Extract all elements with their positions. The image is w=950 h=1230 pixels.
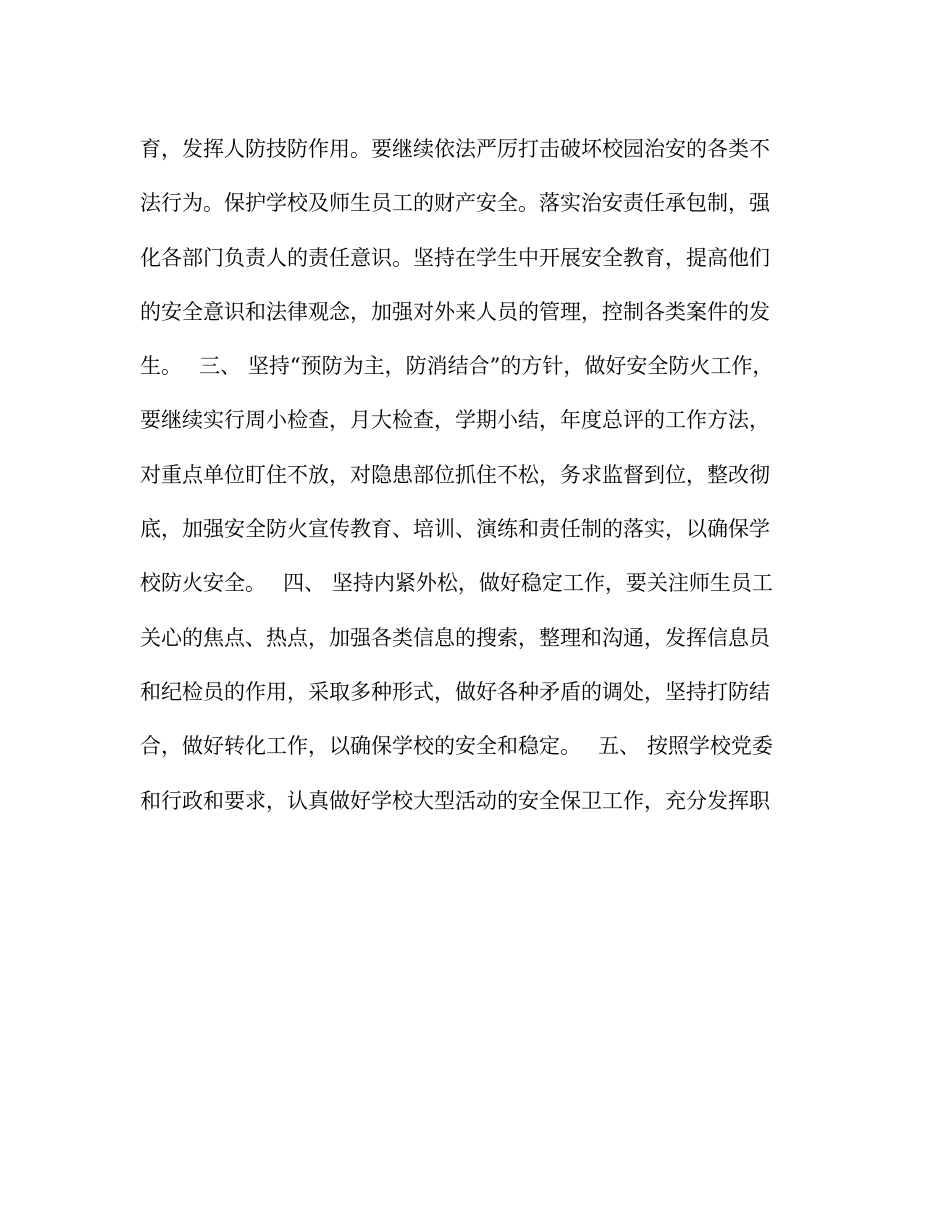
text-line: 要继续实行周小检查，月大检查，学期小结，年度总评的工作方法， [140,408,770,433]
text-line: 化各部门负责人的责任意识。坚持在学生中开展安全教育，提高他们 [140,245,770,270]
text-line: 育，发挥人防技防作用。要继续依法严厉打击破坏校园治安的各类不 [140,137,770,161]
text-line: 关心的焦点、热点，加强各类信息的搜索，整理和沟通，发挥信息员 [140,625,770,650]
text-line: 合，做好转化工作，以确保学校的安全和稳定。 五、 按照学校党委 [140,734,773,759]
text-line: 对重点单位盯住不放，对隐患部位抓住不松，务求监督到位，整改彻 [140,462,770,487]
text-line: 和纪检员的作用，采取多种形式，做好各种矛盾的调处，坚持打防结 [140,679,770,704]
text-line: 校防火安全。 四、 坚持内紧外松，做好稳定工作，要关注师生员工 [140,571,773,596]
text-line: 和行政和要求，认真做好学校大型活动的安全保卫工作，充分发挥职 [140,788,770,813]
body-text [140,122,820,828]
text-line: 法行为。保护学校及师生员工的财产安全。落实治安责任承包制，强 [140,191,770,216]
text-line: 生。 三、 坚持“预防为主，防消结合”的方针，做好安全防火工作， [140,354,774,379]
text-line: 的安全意识和法律观念，加强对外来人员的管理，控制各类案件的发 [140,299,770,324]
text-line: 底，加强安全防火宣传教育、培训、演练和责任制的落实，以确保学 [140,517,770,542]
